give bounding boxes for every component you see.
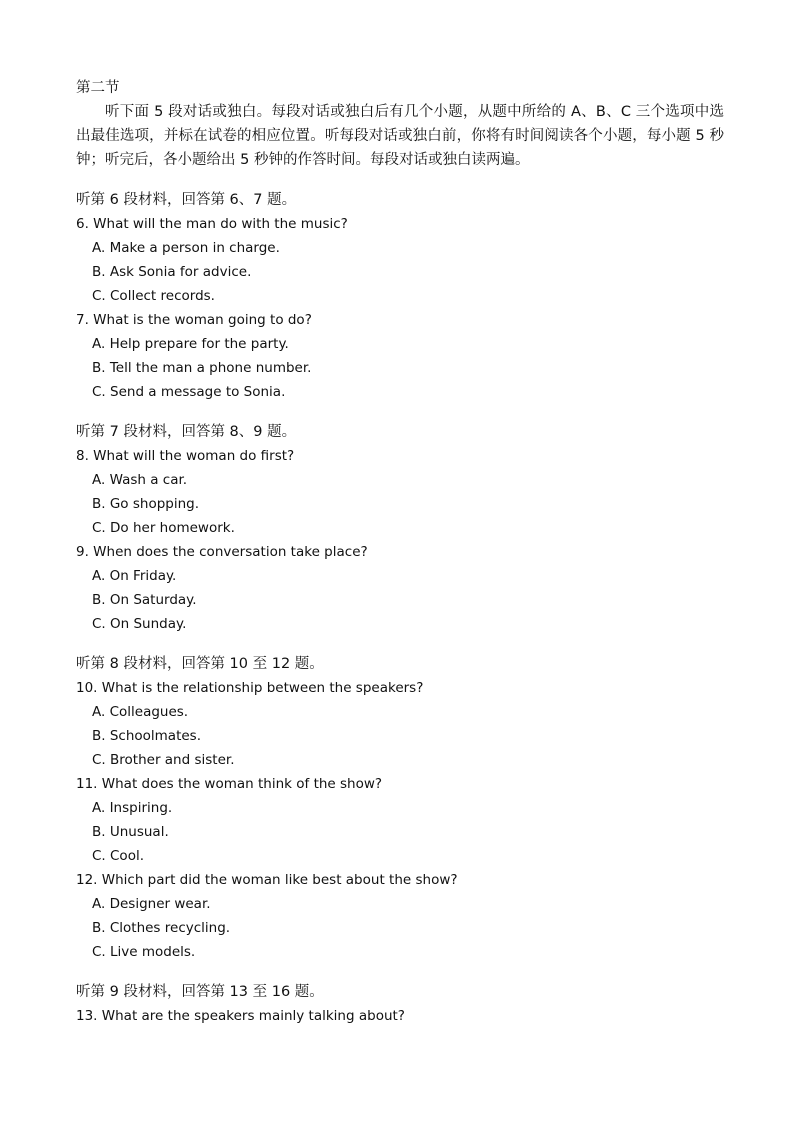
answer-option: B. Ask Sonia for advice. [92,264,252,280]
answer-option: C. On Sunday. [92,616,187,632]
part-heading: 听第 7 段材料，回答第 8、9 题。 [76,424,297,440]
answer-option: A. Inspiring. [92,800,173,816]
answer-option: C. Live models. [92,944,196,960]
part-heading: 听第 8 段材料，回答第 10 至 12 题。 [76,656,324,672]
question-text: 7. What is the woman going to do? [76,312,312,328]
answer-option: B. Go shopping. [92,496,200,512]
answer-option: A. On Friday. [92,568,177,584]
question-text: 6. What will the man do with the music? [76,216,348,232]
answer-option: C. Do her homework. [92,520,235,536]
question-text: 9. When does the conversation take place? [76,544,368,560]
listening-parts [76,188,724,1028]
question-text: 10. What is the relationship between the speakers? [76,680,424,696]
answer-option: B. Tell the man a phone number. [92,360,312,376]
question-text: 11. What does the woman think of the show? [76,776,383,792]
answer-option: C. Brother and sister. [92,752,235,768]
question-text: 13. What are the speakers mainly talking about? [76,1008,405,1024]
answer-option: B. Clothes recycling. [92,920,231,936]
answer-option: A. Colleagues. [92,704,189,720]
answer-option: C. Send a message to Sonia. [92,384,286,400]
section-title: 第二节 [76,80,120,96]
listening-part [76,980,724,1028]
part-heading: 听第 9 段材料，回答第 13 至 16 题。 [76,984,324,1000]
answer-option: A. Wash a car. [92,472,188,488]
answer-option: B. Schoolmates. [92,728,202,744]
question-text: 12. Which part did the woman like best about the show? [76,872,458,888]
listening-part [76,188,724,404]
part-heading: 听第 6 段材料，回答第 6、7 题。 [76,192,297,208]
answer-option: A. Help prepare for the party. [92,336,289,352]
section-instructions: 听下面 5 段对话或独白。每段对话或独白后有几个小题，从题中所给的 A、B、C 三个选项中选出最佳选项，并标在试卷的相应位置。听每段对话或独白前，你将有时间阅读各个小题，每小题 5 秒钟；听完后，各小题给出 5 秒钟的作答时间。每段对话或独白读两遍。 [76,104,724,168]
answer-option: C. Cool. [92,848,144,864]
page-content [76,76,724,1028]
answer-option: A. Make a person in charge. [92,240,280,256]
answer-option: B. Unusual. [92,824,169,840]
answer-option: A. Designer wear. [92,896,211,912]
listening-part [76,652,724,964]
listening-part [76,420,724,636]
question-text: 8. What will the woman do first? [76,448,295,464]
answer-option: B. On Saturday. [92,592,197,608]
answer-option: C. Collect records. [92,288,215,304]
